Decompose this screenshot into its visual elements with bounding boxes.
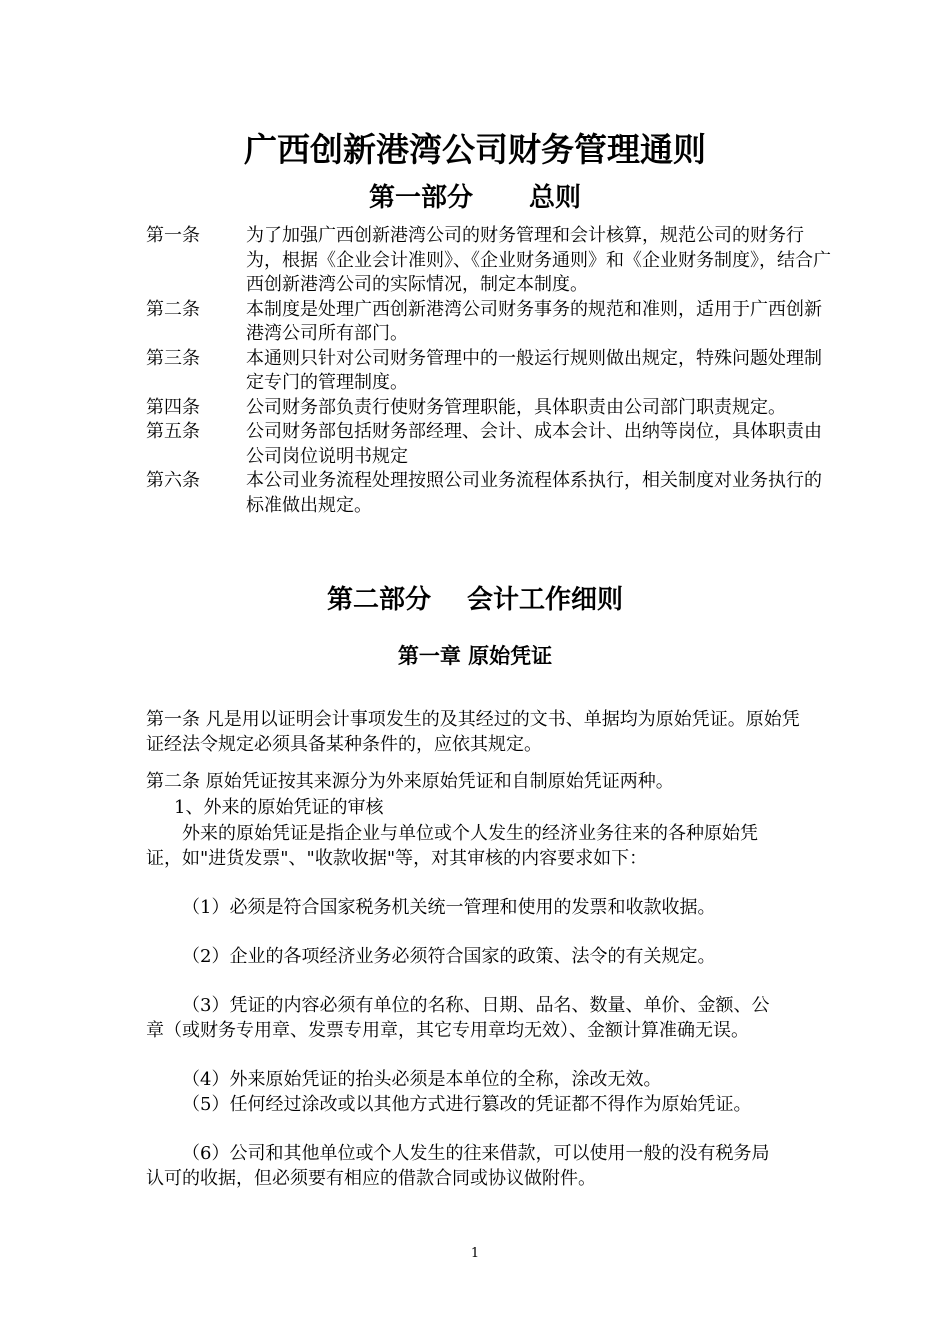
requirement-item: （6）公司和其他单位或个人发生的往来借款，可以使用一般的没有税务局认可的收据，但必须要有相应的借款合同或协议做附件。 — [146, 1143, 770, 1189]
article-number: 第二条 — [146, 298, 200, 320]
part1-name: 总则 — [529, 183, 582, 213]
article-number: 第一条 — [146, 225, 200, 246]
chapter-title: 第一章 原始凭证 — [397, 644, 553, 668]
article-item — [146, 347, 836, 396]
article-text: 公司财务部包括财务部经理、会计、成本会计、出纳等岗位，具体职责由公司岗位说明书规定 — [246, 421, 822, 467]
requirement-item: （5）任何经过涂改或以其他方式进行篡改的凭证都不得作为原始凭证。 — [182, 1094, 752, 1115]
requirement-item: （3）凭证的内容必须有单位的名称、日期、品名、数量、单价、金额、公章（或财务专用章、发票专用章，其它专用章均无效）、金额计算准确无误。 — [146, 995, 770, 1041]
article-text: 公司财务部负责行使财务管理职能，具体职责由公司部门职责规定。 — [246, 396, 786, 418]
chapter-article-2: 第二条 原始凭证按其来源分为外来原始凭证和自制原始凭证两种。 — [146, 771, 674, 792]
article-text: 本公司业务流程处理按照公司业务流程体系执行，相关制度对业务执行的标准做出规定。 — [246, 470, 822, 516]
document-title: 广西创新港湾公司财务管理通则 — [244, 130, 706, 169]
requirement-item: （4）外来原始凭证的抬头必须是本单位的全称，涂改无效。 — [182, 1069, 662, 1090]
article-text: 本制度是处理广西创新港湾公司财务事务的规范和准则，适用于广西创新港湾公司所有部门。 — [246, 298, 822, 344]
article-item — [146, 298, 836, 347]
article-text: 为了加强广西创新港湾公司的财务管理和会计核算，规范公司的财务行为，根据《企业会计准则》、《企业财务通则》和《企业财务制度》，结合广西创新港湾公司的实际情况，制定本制度。 — [246, 225, 831, 295]
section-intro: 外来的原始凭证是指企业与单位或个人发生的经济业务往来的各种原始凭证，如"进货发票"、"收款收据"等，对其审核的内容要求如下： — [146, 823, 758, 869]
requirement-item: （1）必须是符合国家税务机关统一管理和使用的发票和收款收据。 — [182, 897, 716, 918]
part1-heading — [0, 180, 950, 216]
article-number: 第六条 — [146, 470, 200, 491]
section-title: 1、外来的原始凭证的审核 — [174, 797, 384, 818]
article-item — [146, 224, 836, 298]
part1-articles — [146, 224, 836, 518]
part1-label: 第一部分 — [368, 183, 473, 213]
article-number: 第三条 — [146, 347, 200, 369]
article-text: 本通则只针对公司财务管理中的一般运行规则做出规定，特殊问题处理制定专门的管理制度。 — [246, 347, 822, 393]
page-number: 1 — [470, 1246, 480, 1261]
part2-label: 第二部分 — [326, 585, 431, 615]
part2-name: 会计工作细则 — [467, 585, 624, 615]
requirement-item: （2）企业的各项经济业务必须符合国家的政策、法令的有关规定。 — [182, 946, 716, 967]
article-item — [146, 396, 836, 421]
chapter-article-1: 第一条 凡是用以证明会计事项发生的及其经过的文书、单据均为原始凭证。原始凭证经法令规定必须具备某种条件的，应依其规定。 — [146, 709, 800, 755]
article-item — [146, 469, 836, 518]
part2-heading — [0, 582, 950, 618]
article-number: 第四条 — [146, 396, 200, 418]
article-item — [146, 420, 836, 469]
article-number: 第五条 — [146, 421, 200, 442]
